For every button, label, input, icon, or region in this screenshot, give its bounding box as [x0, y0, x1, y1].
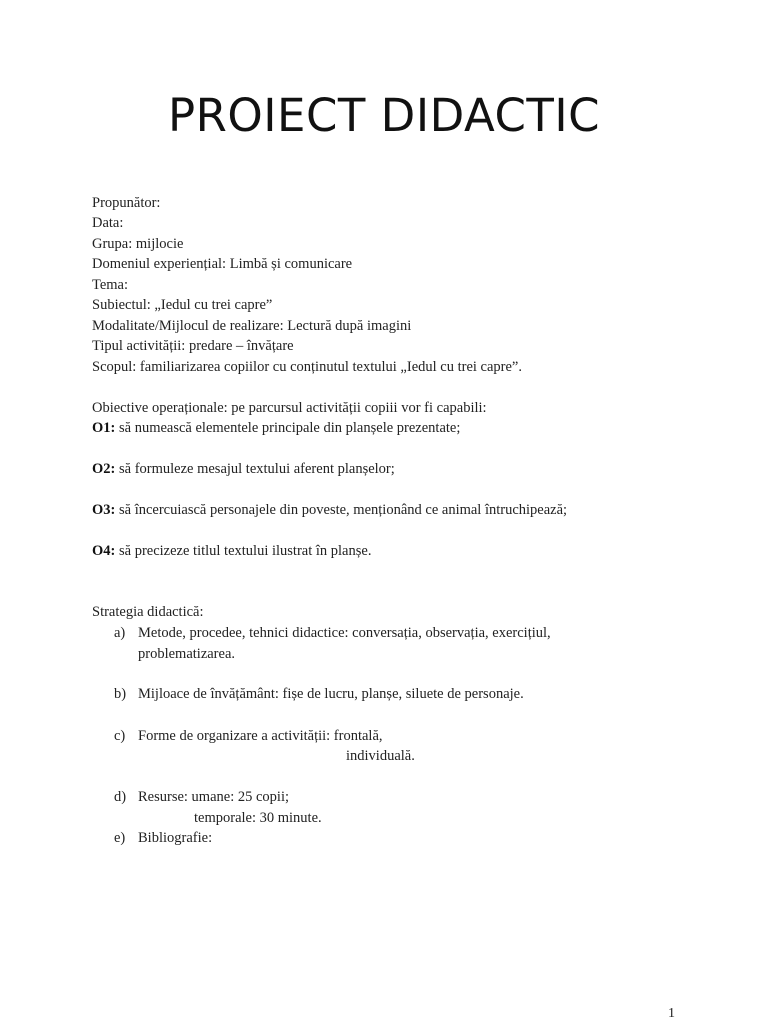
strategy-heading: Strategia didactică:: [92, 604, 204, 620]
objectives-intro: Obiective operaționale: pe parcursul activității copiii vor fi capabili:: [92, 400, 487, 416]
list-marker: a): [114, 625, 126, 641]
field-tema: Tema:: [92, 277, 129, 293]
strategy-item-text: Resurse: umane: 25 copii;: [138, 789, 290, 805]
strategy-item-text: temporale: 30 minute.: [194, 810, 322, 826]
field-modalitate: Modalitate/Mijlocul de realizare: Lectură după imagini: [92, 318, 412, 334]
objective-o1: [92, 418, 460, 439]
list-marker: c): [114, 728, 126, 744]
field-propunator: Propunător:: [92, 195, 161, 211]
objective-text: să precizeze titlul textului ilustrat în planșe.: [115, 543, 372, 559]
strategy-item-text: problematizarea.: [138, 646, 236, 662]
objective-code: O1:: [92, 420, 116, 436]
strategy-item-text: Metode, procedee, tehnici didactice: conversația, observația, exercițiul,: [138, 625, 551, 641]
strategy-item-text: Bibliografie:: [138, 830, 213, 846]
objective-text: să încercuiască personajele din poveste, menționând ce animal întruchipează;: [115, 502, 568, 518]
objective-o4: [92, 541, 371, 562]
page-title: PROIECT DIDACTIC: [167, 89, 601, 142]
field-domeniul: Domeniul experiențial: Limbă și comunicare: [92, 256, 353, 272]
objective-o2: [92, 459, 395, 480]
field-tipul: Tipul activității: predare – învățare: [92, 338, 294, 354]
field-subiectul: Subiectul: „Iedul cu trei capre”: [92, 297, 273, 313]
objective-text: să numească elementele principale din planșele prezentate;: [115, 420, 461, 436]
objective-code: O4:: [92, 543, 116, 559]
list-marker: b): [114, 686, 127, 702]
objective-o3: [92, 500, 567, 521]
list-marker: e): [114, 830, 126, 846]
objective-text: să formuleze mesajul textului aferent planșelor;: [115, 461, 395, 477]
field-grupa: Grupa: mijlocie: [92, 236, 184, 252]
list-marker: d): [114, 789, 127, 805]
objective-code: O2:: [92, 461, 116, 477]
strategy-item-text: Mijloace de învățământ: fișe de lucru, planșe, siluete de personaje.: [138, 686, 524, 702]
objective-code: O3:: [92, 502, 116, 518]
field-scopul: Scopul: familiarizarea copiilor cu conținutul textului „Iedul cu trei capre”.: [92, 359, 522, 375]
page-number: 1: [668, 1006, 675, 1021]
field-data: Data:: [92, 215, 124, 231]
strategy-item-text: individuală.: [346, 748, 415, 764]
strategy-item-text: Forme de organizare a activității: frontală,: [138, 728, 383, 744]
